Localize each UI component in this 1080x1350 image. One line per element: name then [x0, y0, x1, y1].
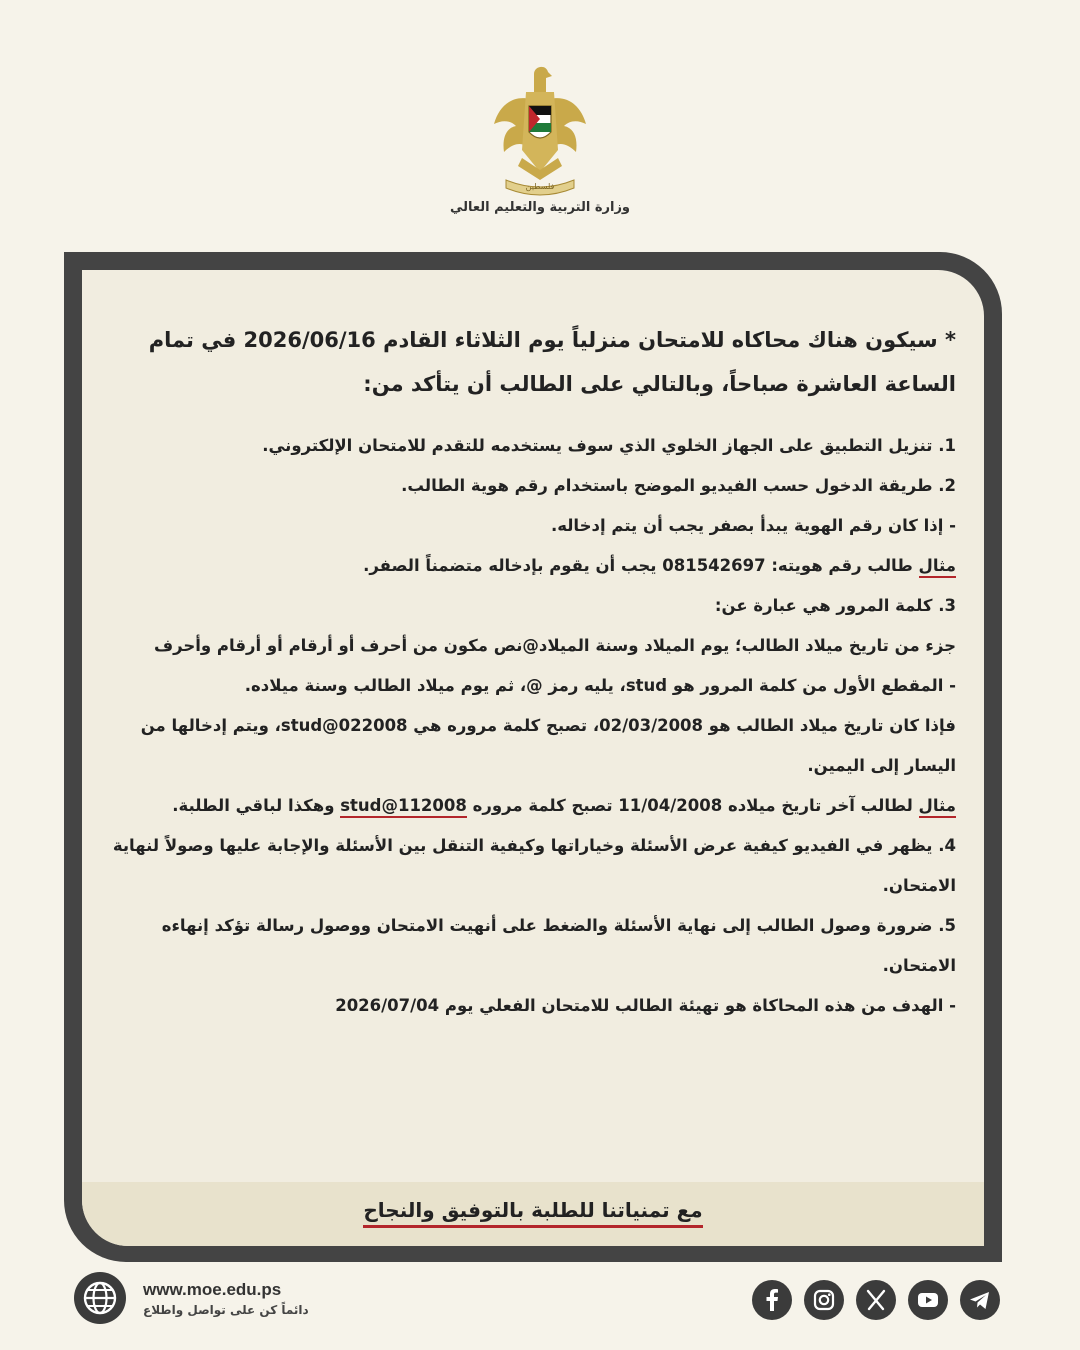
notice-card [82, 270, 984, 1246]
globe-icon[interactable] [74, 1272, 126, 1324]
facebook-icon[interactable] [752, 1280, 792, 1320]
notice-content [102, 318, 956, 1026]
list-item-2-example [102, 546, 956, 586]
list-item-3-desc: جزء من تاريخ ميلاد الطالب؛ يوم الميلاد وسنة الميلاد@نص مكون من أحرف أو أرقام أو أرقام وأحرف [153, 636, 956, 655]
example-text-b: وهكذا لباقي الطلبة. [172, 796, 341, 815]
example-label: مثال [919, 796, 956, 818]
list-item-3-part2: فإذا كان تاريخ ميلاد الطالب هو 02/03/2008، تصبح كلمة مروره هي stud@022008، ويتم إدخالها من اليسار إلى اليمين. [140, 716, 956, 775]
closing-band [82, 1182, 984, 1246]
youtube-icon[interactable] [908, 1280, 948, 1320]
website-link[interactable]: www.moe.edu.ps [143, 1280, 282, 1299]
instagram-icon[interactable] [804, 1280, 844, 1320]
example-password: stud@112008 [340, 796, 467, 818]
notice-intro: * سيكون هناك محاكاه للامتحان منزلياً يوم الثلاثاء القادم 2026/06/16 في تمام الساعة العاشرة صباحاً، وبالتالي على الطالب أن يتأكد من: [148, 328, 956, 396]
example-text-a: لطالب آخر تاريخ ميلاده 11/04/2008 تصبح كلمة مروره [466, 796, 919, 815]
telegram-icon[interactable] [960, 1280, 1000, 1320]
example-label: مثال [919, 556, 956, 578]
list-item-1: 1. تنزيل التطبيق على الجهاز الخلوي الذي سوف يستخدمه للتقدم للامتحان الإلكتروني. [262, 436, 956, 455]
example-text: طالب رقم هويته: 081542697 يجب أن يقوم بإدخاله متضمناً الصفر. [363, 556, 919, 575]
x-icon[interactable] [856, 1280, 896, 1320]
emblem-scroll-text: فلسطين [525, 182, 555, 191]
footer-tagline: دائماً كن على تواصل واطلاع [143, 1303, 309, 1317]
ministry-name: وزارة التربية والتعليم العالي [449, 200, 631, 215]
list-item-4: 4. يظهر في الفيديو كيفية عرض الأسئلة وخياراتها وكيفية التنقل بين الأسئلة والإجابة عليها وصولاً لنهاية الامتحان. [112, 836, 956, 895]
list-item-5: 5. ضرورة وصول الطالب إلى نهاية الأسئلة والضغط على أنهيت الامتحان ووصول رسالة تؤكد إنهاءه الامتحان. [161, 916, 956, 975]
palestine-emblem [488, 62, 592, 200]
list-item-2: 2. طريقة الدخول حسب الفيديو الموضح باستخدام رقم هوية الطالب. [401, 476, 956, 495]
list-item-2-note: - إذا كان رقم الهوية يبدأ بصفر يجب أن يتم إدخاله. [550, 516, 956, 535]
list-item-3-part1: - المقطع الأول من كلمة المرور هو stud، يليه رمز @، ثم يوم ميلاد الطالب وسنة ميلاده. [244, 676, 956, 695]
list-item-3-example [102, 786, 956, 826]
list-item-3: 3. كلمة المرور هي عبارة عن: [714, 596, 956, 615]
goal-note: - الهدف من هذه المحاكاة هو تهيئة الطالب للامتحان الفعلي يوم 2026/07/04 [335, 996, 956, 1015]
closing-message: مع تمنياتنا للطلبة بالتوفيق والنجاح [363, 1198, 702, 1228]
